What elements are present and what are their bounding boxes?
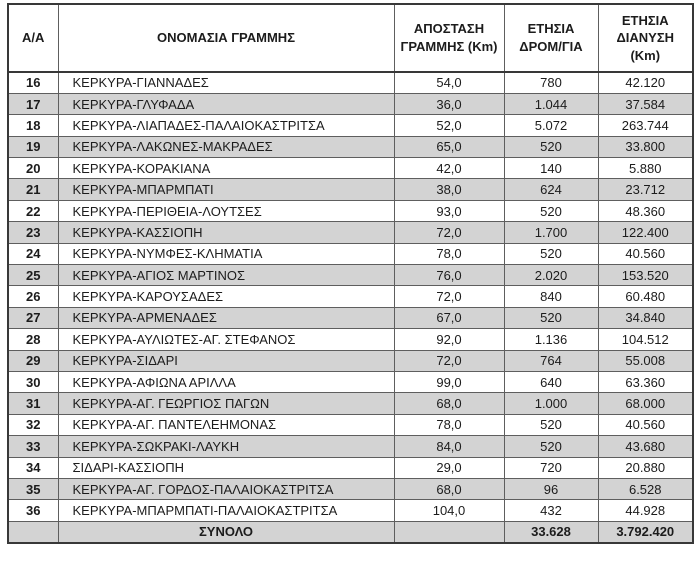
annual-trips-cell: 2.020: [504, 265, 598, 286]
annual-trips-cell: 1.700: [504, 222, 598, 243]
row-number-cell: 20: [8, 158, 58, 179]
header-cell-line-name: ΟΝΟΜΑΣΙΑ ΓΡΑΜΜΗΣ: [58, 4, 394, 72]
line-name-cell: ΚΕΡΚΥΡΑ-ΑΥΛΙΩΤΕΣ-ΑΓ. ΣΤΕΦΑΝΟΣ: [58, 329, 394, 350]
header-cell-annual-trips: ΕΤΗΣΙΑ ΔΡΟΜ/ΓΙΑ: [504, 4, 598, 72]
annual-distance-cell: 44.928: [598, 500, 693, 521]
annual-trips-cell: 140: [504, 158, 598, 179]
annual-distance-cell: 48.360: [598, 200, 693, 221]
row-number-cell: 17: [8, 93, 58, 114]
table-header: [8, 4, 693, 72]
total-row: [8, 521, 693, 542]
table-row: [8, 286, 693, 307]
line-distance-cell: 72,0: [394, 222, 504, 243]
header-row: [8, 4, 693, 72]
line-name-cell: ΚΕΡΚΥΡΑ-ΚΑΣΣΙΟΠΗ: [58, 222, 394, 243]
table-row: [8, 243, 693, 264]
table-row: [8, 307, 693, 328]
table-row: [8, 136, 693, 157]
table-body: [8, 72, 693, 543]
line-distance-cell: 76,0: [394, 265, 504, 286]
line-distance-cell: 72,0: [394, 286, 504, 307]
line-name-cell: ΚΕΡΚΥΡΑ-ΛΙΑΠΑΔΕΣ-ΠΑΛΑΙΟΚΑΣΤΡΙΤΣΑ: [58, 115, 394, 136]
total-empty-num-cell: [8, 521, 58, 542]
line-distance-cell: 36,0: [394, 93, 504, 114]
annual-distance-cell: 6.528: [598, 478, 693, 499]
annual-trips-cell: 1.136: [504, 329, 598, 350]
annual-distance-cell: 43.680: [598, 436, 693, 457]
table-row: [8, 329, 693, 350]
table-row: [8, 265, 693, 286]
table-row: [8, 158, 693, 179]
line-distance-cell: 67,0: [394, 307, 504, 328]
table-row: [8, 115, 693, 136]
total-empty-distance-cell: [394, 521, 504, 542]
line-distance-cell: 68,0: [394, 478, 504, 499]
row-number-cell: 23: [8, 222, 58, 243]
row-number-cell: 26: [8, 286, 58, 307]
header-cell-aa: Α/Α: [8, 4, 58, 72]
line-name-cell: ΚΕΡΚΥΡΑ-ΚΟΡΑΚΙΑΝΑ: [58, 158, 394, 179]
line-distance-cell: 29,0: [394, 457, 504, 478]
total-label-cell: ΣΥΝΟΛΟ: [58, 521, 394, 542]
table-row: [8, 436, 693, 457]
line-name-cell: ΚΕΡΚΥΡΑ-ΑΓ. ΓΕΩΡΓΙΟΣ ΠΑΓΩΝ: [58, 393, 394, 414]
line-distance-cell: 93,0: [394, 200, 504, 221]
line-distance-cell: 42,0: [394, 158, 504, 179]
table-row: [8, 414, 693, 435]
row-number-cell: 25: [8, 265, 58, 286]
annual-distance-cell: 20.880: [598, 457, 693, 478]
line-name-cell: ΣΙΔΑΡΙ-ΚΑΣΣΙΟΠΗ: [58, 457, 394, 478]
annual-distance-cell: 63.360: [598, 371, 693, 392]
line-distance-cell: 38,0: [394, 179, 504, 200]
line-name-cell: ΚΕΡΚΥΡΑ-ΛΑΚΩΝΕΣ-ΜΑΚΡΑΔΕΣ: [58, 136, 394, 157]
header-cell-annual-distance: ΕΤΗΣΙΑ ΔΙΑΝΥΣΗ (Km): [598, 4, 693, 72]
table-row: [8, 93, 693, 114]
table-row: [8, 179, 693, 200]
annual-trips-cell: 764: [504, 350, 598, 371]
line-distance-cell: 78,0: [394, 414, 504, 435]
line-name-cell: ΚΕΡΚΥΡΑ-ΑΓΙΟΣ ΜΑΡΤΙΝΟΣ: [58, 265, 394, 286]
annual-trips-cell: 520: [504, 243, 598, 264]
line-name-cell: ΚΕΡΚΥΡΑ-ΜΠΑΡΜΠΑΤΙ-ΠΑΛΑΙΟΚΑΣΤΡΙΤΣΑ: [58, 500, 394, 521]
total-annual-trips-cell: 33.628: [504, 521, 598, 542]
row-number-cell: 34: [8, 457, 58, 478]
line-distance-cell: 104,0: [394, 500, 504, 521]
table-row: [8, 478, 693, 499]
line-distance-cell: 65,0: [394, 136, 504, 157]
table-row: [8, 371, 693, 392]
row-number-cell: 22: [8, 200, 58, 221]
annual-distance-cell: 122.400: [598, 222, 693, 243]
line-name-cell: ΚΕΡΚΥΡΑ-ΑΓ. ΠΑΝΤΕΛΕΗΜΟΝΑΣ: [58, 414, 394, 435]
line-distance-cell: 99,0: [394, 371, 504, 392]
annual-distance-cell: 40.560: [598, 243, 693, 264]
row-number-cell: 19: [8, 136, 58, 157]
annual-distance-cell: 37.584: [598, 93, 693, 114]
line-name-cell: ΚΕΡΚΥΡΑ-ΑΡΜΕΝΑΔΕΣ: [58, 307, 394, 328]
line-name-cell: ΚΕΡΚΥΡΑ-ΠΕΡΙΘΕΙΑ-ΛΟΥΤΣΕΣ: [58, 200, 394, 221]
line-name-cell: ΚΕΡΚΥΡΑ-ΣΩΚΡΑΚΙ-ΛΑΥΚΗ: [58, 436, 394, 457]
row-number-cell: 27: [8, 307, 58, 328]
line-name-cell: ΚΕΡΚΥΡΑ-ΓΙΑΝΝΑΔΕΣ: [58, 72, 394, 93]
annual-distance-cell: 33.800: [598, 136, 693, 157]
annual-distance-cell: 42.120: [598, 72, 693, 93]
line-distance-cell: 68,0: [394, 393, 504, 414]
annual-trips-cell: 5.072: [504, 115, 598, 136]
annual-distance-cell: 263.744: [598, 115, 693, 136]
row-number-cell: 18: [8, 115, 58, 136]
annual-trips-cell: 624: [504, 179, 598, 200]
row-number-cell: 24: [8, 243, 58, 264]
row-number-cell: 35: [8, 478, 58, 499]
line-distance-cell: 78,0: [394, 243, 504, 264]
table-row: [8, 72, 693, 93]
annual-distance-cell: 153.520: [598, 265, 693, 286]
table-row: [8, 500, 693, 521]
line-name-cell: ΚΕΡΚΥΡΑ-ΣΙΔΑΡΙ: [58, 350, 394, 371]
line-distance-cell: 84,0: [394, 436, 504, 457]
total-annual-distance-cell: 3.792.420: [598, 521, 693, 542]
annual-distance-cell: 55.008: [598, 350, 693, 371]
annual-trips-cell: 1.044: [504, 93, 598, 114]
annual-distance-cell: 60.480: [598, 286, 693, 307]
line-distance-cell: 92,0: [394, 329, 504, 350]
annual-trips-cell: 1.000: [504, 393, 598, 414]
row-number-cell: 31: [8, 393, 58, 414]
annual-trips-cell: 840: [504, 286, 598, 307]
line-name-cell: ΚΕΡΚΥΡΑ-ΑΦΙΩΝΑ ΑΡΙΛΛΑ: [58, 371, 394, 392]
row-number-cell: 33: [8, 436, 58, 457]
bus-lines-table: [7, 3, 694, 544]
annual-trips-cell: 720: [504, 457, 598, 478]
row-number-cell: 36: [8, 500, 58, 521]
row-number-cell: 16: [8, 72, 58, 93]
line-name-cell: ΚΕΡΚΥΡΑ-ΝΥΜΦΕΣ-ΚΛΗΜΑΤΙΑ: [58, 243, 394, 264]
annual-trips-cell: 520: [504, 136, 598, 157]
header-cell-line-distance: ΑΠΟΣΤΑΣΗ ΓΡΑΜΜΗΣ (Km): [394, 4, 504, 72]
row-number-cell: 30: [8, 371, 58, 392]
line-distance-cell: 54,0: [394, 72, 504, 93]
annual-trips-cell: 520: [504, 307, 598, 328]
line-name-cell: ΚΕΡΚΥΡΑ-ΑΓ. ΓΟΡΔΟΣ-ΠΑΛΑΙΟΚΑΣΤΡΙΤΣΑ: [58, 478, 394, 499]
table-row: [8, 393, 693, 414]
annual-distance-cell: 34.840: [598, 307, 693, 328]
annual-trips-cell: 432: [504, 500, 598, 521]
row-number-cell: 28: [8, 329, 58, 350]
line-distance-cell: 52,0: [394, 115, 504, 136]
annual-trips-cell: 520: [504, 436, 598, 457]
annual-trips-cell: 520: [504, 200, 598, 221]
annual-distance-cell: 23.712: [598, 179, 693, 200]
annual-trips-cell: 780: [504, 72, 598, 93]
annual-trips-cell: 640: [504, 371, 598, 392]
line-name-cell: ΚΕΡΚΥΡΑ-ΚΑΡΟΥΣΑΔΕΣ: [58, 286, 394, 307]
line-name-cell: ΚΕΡΚΥΡΑ-ΓΛΥΦΑΔΑ: [58, 93, 394, 114]
table-row: [8, 350, 693, 371]
annual-distance-cell: 104.512: [598, 329, 693, 350]
line-distance-cell: 72,0: [394, 350, 504, 371]
line-name-cell: ΚΕΡΚΥΡΑ-ΜΠΑΡΜΠΑΤΙ: [58, 179, 394, 200]
annual-distance-cell: 68.000: [598, 393, 693, 414]
table-row: [8, 457, 693, 478]
annual-distance-cell: 40.560: [598, 414, 693, 435]
table-row: [8, 200, 693, 221]
annual-trips-cell: 96: [504, 478, 598, 499]
annual-distance-cell: 5.880: [598, 158, 693, 179]
row-number-cell: 32: [8, 414, 58, 435]
table-row: [8, 222, 693, 243]
annual-trips-cell: 520: [504, 414, 598, 435]
row-number-cell: 21: [8, 179, 58, 200]
row-number-cell: 29: [8, 350, 58, 371]
